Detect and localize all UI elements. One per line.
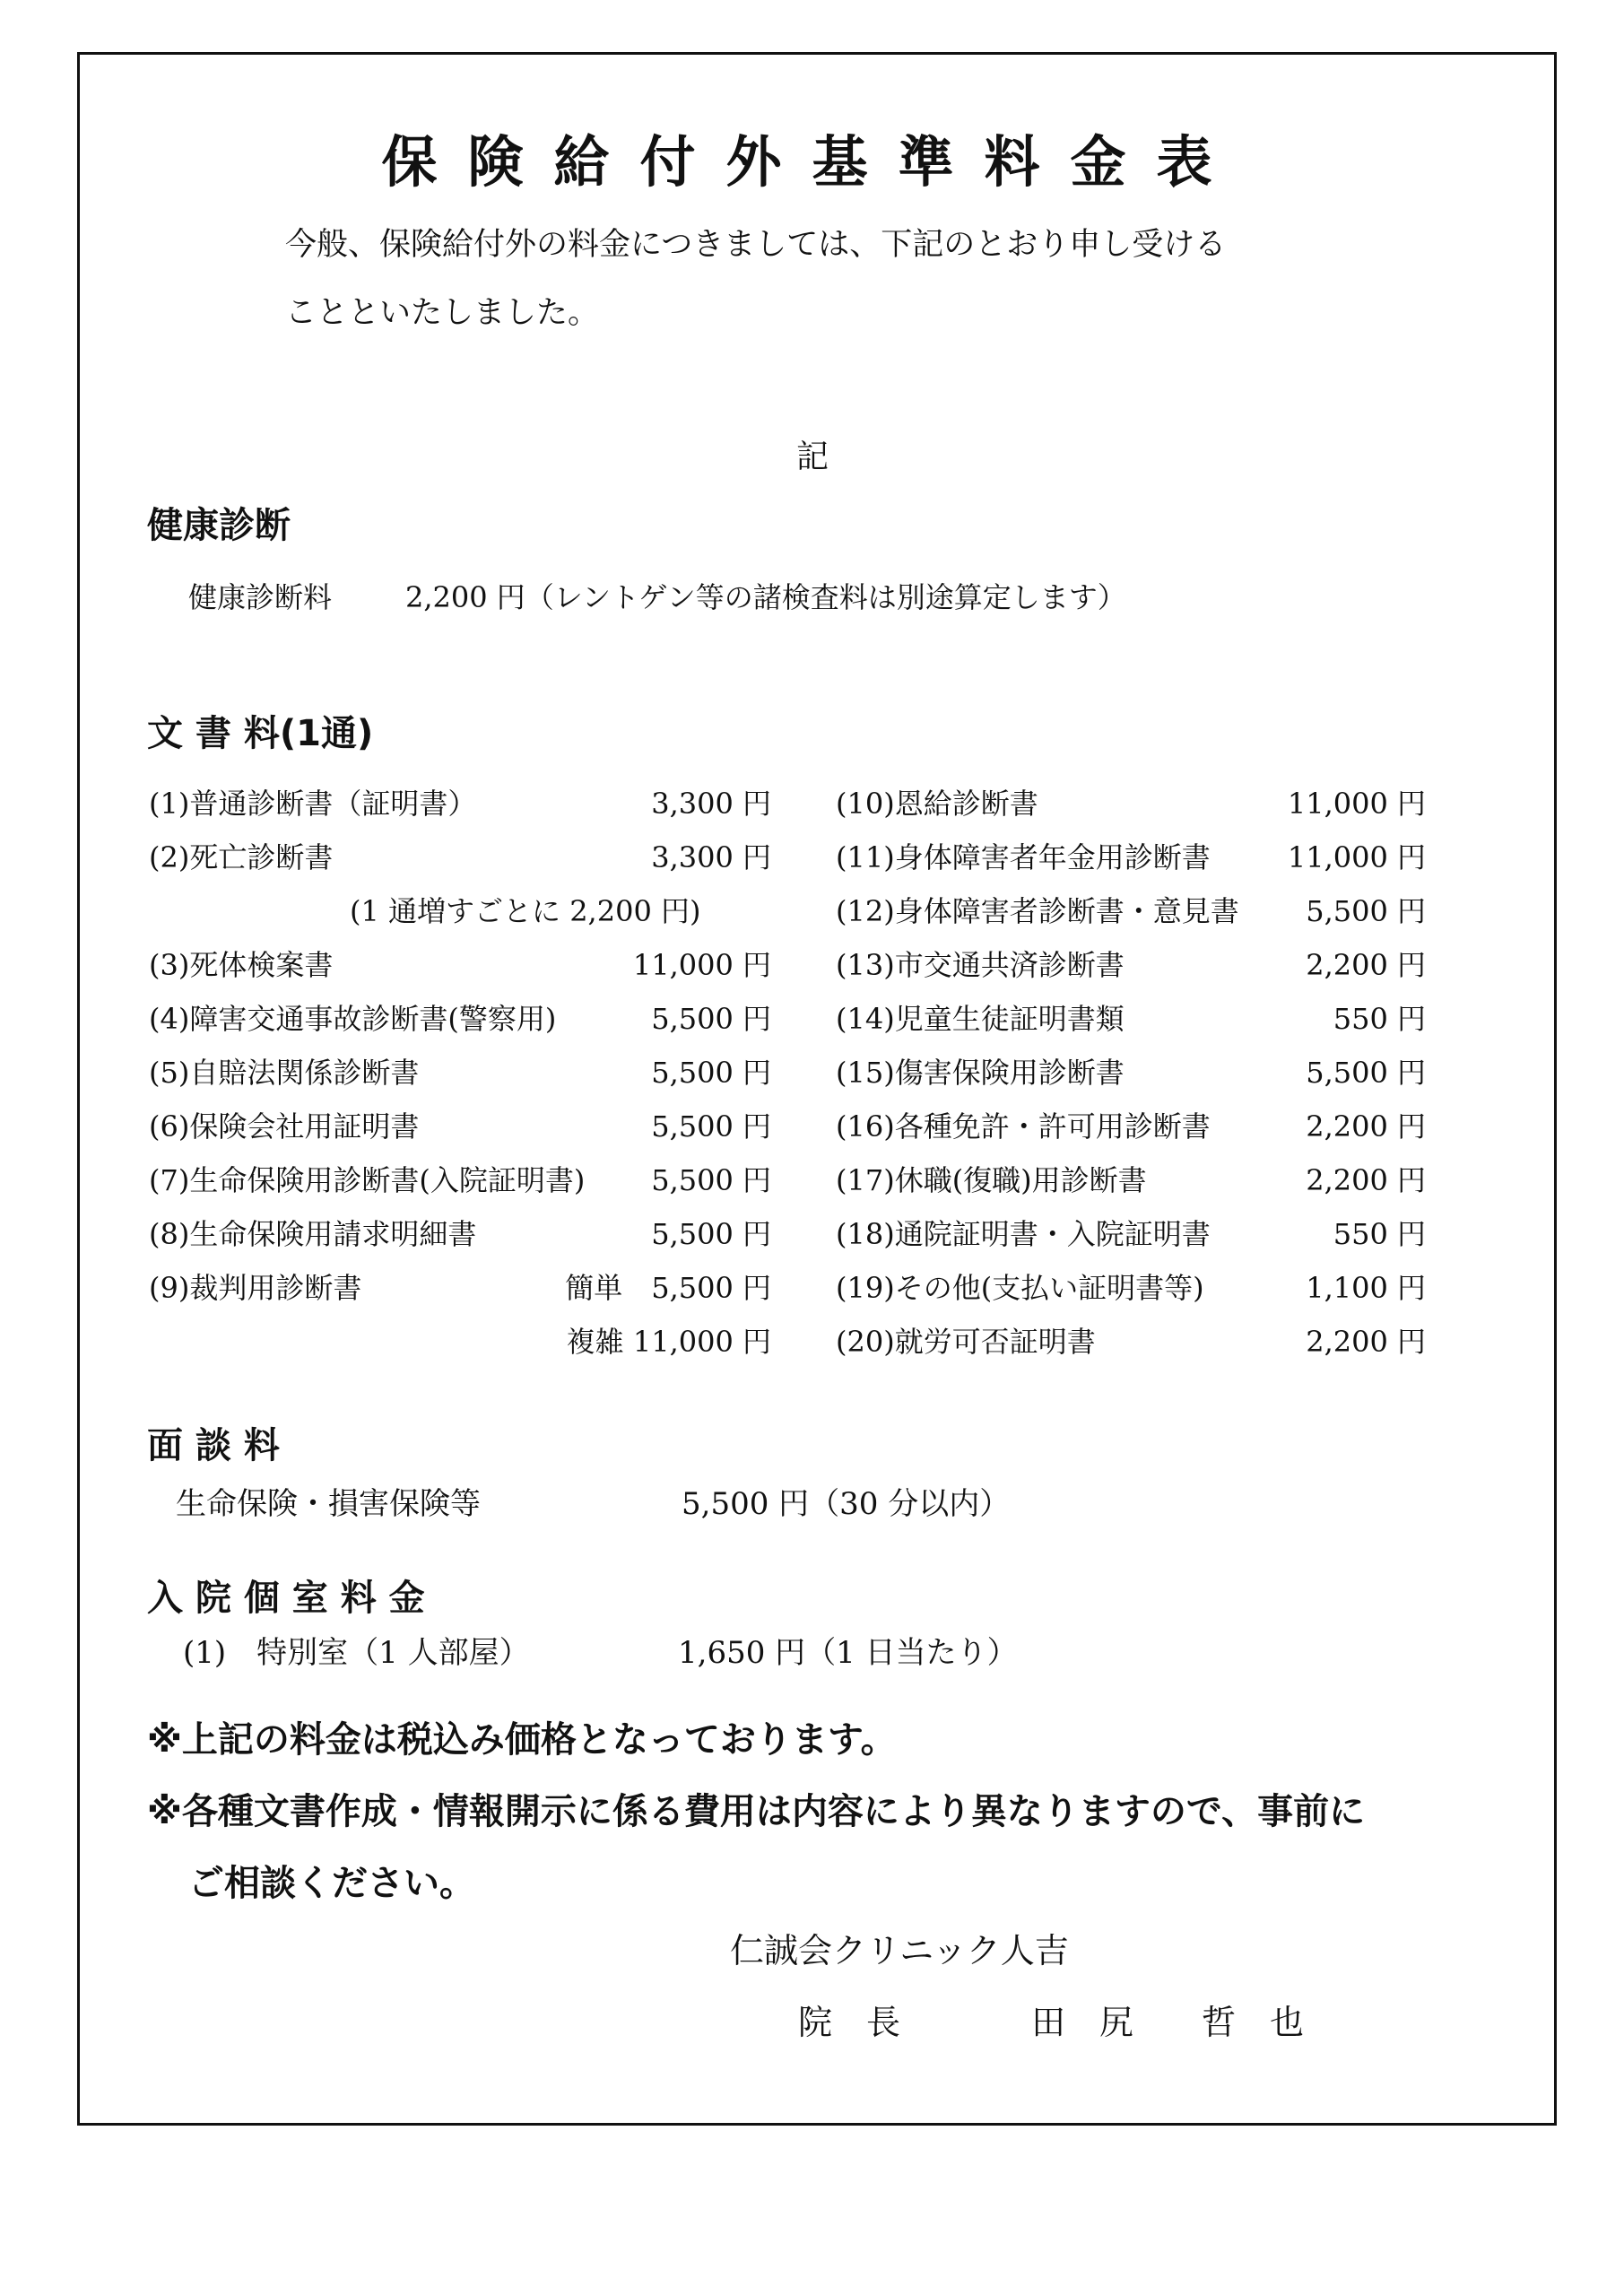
doc-item-price: 5,500 円 — [651, 1163, 771, 1197]
doc-item-note: (1 通増すごとに 2,200 円) — [350, 894, 701, 928]
doc-item-label: (16)各種免許・許可用診断書 — [836, 1109, 1211, 1144]
doc-item-price: 5,500 円 — [1306, 1056, 1426, 1090]
doc-item-price: 550 円 — [1333, 1217, 1426, 1251]
doc-item-price: 3,300 円 — [651, 840, 771, 874]
doc-item-price: 5,500 円 — [1306, 894, 1426, 928]
intro-line-2: ことといたしました。 — [285, 295, 600, 331]
doc-item-label: (9)裁判用診断書 — [149, 1271, 362, 1305]
room-label: (1) 特別室（1 人部屋） — [183, 1635, 530, 1671]
doc-item-label: (1)普通診断書（証明書） — [149, 787, 477, 821]
doc-item-label: (14)児童生徒証明書類 — [836, 1002, 1125, 1036]
consult-note-cont: ご相談ください。 — [188, 1863, 475, 1904]
health-check-label: 健康診断料 — [188, 580, 333, 614]
doc-item-price: 複雑 11,000 円 — [566, 1325, 771, 1359]
doc-item-price: 2,200 円 — [1306, 1109, 1426, 1144]
doc-item-label: (3)死体検案書 — [149, 948, 334, 982]
doc-item-price: 1,100 円 — [1306, 1271, 1426, 1305]
room-price: 1,650 円（1 日当たり） — [678, 1635, 1018, 1671]
doc-item-label: (7)生命保険用診断書(入院証明書) — [149, 1163, 586, 1197]
doc-item-price: 2,200 円 — [1306, 948, 1426, 982]
doc-item-label: (18)通院証明書・入院証明書 — [836, 1217, 1211, 1251]
doc-item-label: (17)休職(復職)用診断書 — [836, 1163, 1147, 1197]
interview-price: 5,500 円（30 分以内） — [682, 1486, 1011, 1522]
room-heading: 入 院 個 室 料 金 — [147, 1578, 425, 1619]
doc-item-label: (8)生命保険用請求明細書 — [149, 1217, 477, 1251]
doc-item-label: (11)身体障害者年金用診断書 — [836, 840, 1211, 874]
doc-item-label: (12)身体障害者診断書・意見書 — [836, 894, 1239, 928]
intro-line-1: 今般、保険給付外の料金につきましては、下記のとおり申し受ける — [285, 227, 1227, 263]
doc-item-price: 5,500 円 — [651, 1002, 771, 1036]
doc-item-price: 3,300 円 — [651, 787, 771, 821]
doc-item-price: 2,200 円 — [1306, 1325, 1426, 1359]
doc-item-price: 11,000 円 — [1287, 787, 1426, 821]
ki-marker: 記 — [796, 439, 829, 475]
interview-heading: 面 談 料 — [147, 1425, 280, 1466]
doc-item-price: 5,500 円 — [651, 1217, 771, 1251]
doc-item-label: (5)自賠法関係診断書 — [149, 1056, 420, 1090]
doc-item-label: (4)障害交通事故診断書(警察用) — [149, 1002, 557, 1036]
director-name: 田 尻 哲 也 — [1031, 2003, 1305, 2042]
doc-item-price: 5,500 円 — [651, 1056, 771, 1090]
doc-item-label: (13)市交通共済診断書 — [836, 948, 1125, 982]
doc-item-price: 2,200 円 — [1306, 1163, 1426, 1197]
documents-heading: 文 書 料(1通) — [147, 713, 374, 754]
doc-item-label: (20)就労可否証明書 — [836, 1325, 1096, 1359]
doc-item-price: 5,500 円 — [651, 1109, 771, 1144]
doc-item-price: 11,000 円 — [632, 948, 771, 982]
health-check-price: 2,200 円（レントゲン等の諸検査料は別途算定します） — [405, 580, 1126, 614]
doc-item-label: (19)その他(支払い証明書等) — [836, 1271, 1204, 1305]
doc-item-price: 簡単 5,500 円 — [565, 1271, 771, 1305]
consult-note: ※各種文書作成・情報開示に係る費用は内容により異なりますので、事前に — [147, 1791, 1366, 1832]
clinic-name: 仁誠会クリニック人吉 — [730, 1931, 1069, 1970]
health-check-heading: 健康診断 — [147, 505, 291, 546]
tax-note: ※上記の料金は税込み価格となっております。 — [147, 1719, 897, 1761]
doc-item-price: 11,000 円 — [1287, 840, 1426, 874]
doc-item-label: (6)保険会社用証明書 — [149, 1109, 420, 1144]
interview-label: 生命保険・損害保険等 — [176, 1486, 481, 1522]
doc-item-price: 550 円 — [1333, 1002, 1426, 1036]
director-role: 院 長 — [798, 2003, 901, 2042]
doc-item-label: (15)傷害保険用診断書 — [836, 1056, 1125, 1090]
doc-item-label: (10)恩給診断書 — [836, 787, 1038, 821]
doc-item-label: (2)死亡診断書 — [149, 840, 334, 874]
page-title: 保険給付外基準料金表 — [381, 129, 1243, 195]
